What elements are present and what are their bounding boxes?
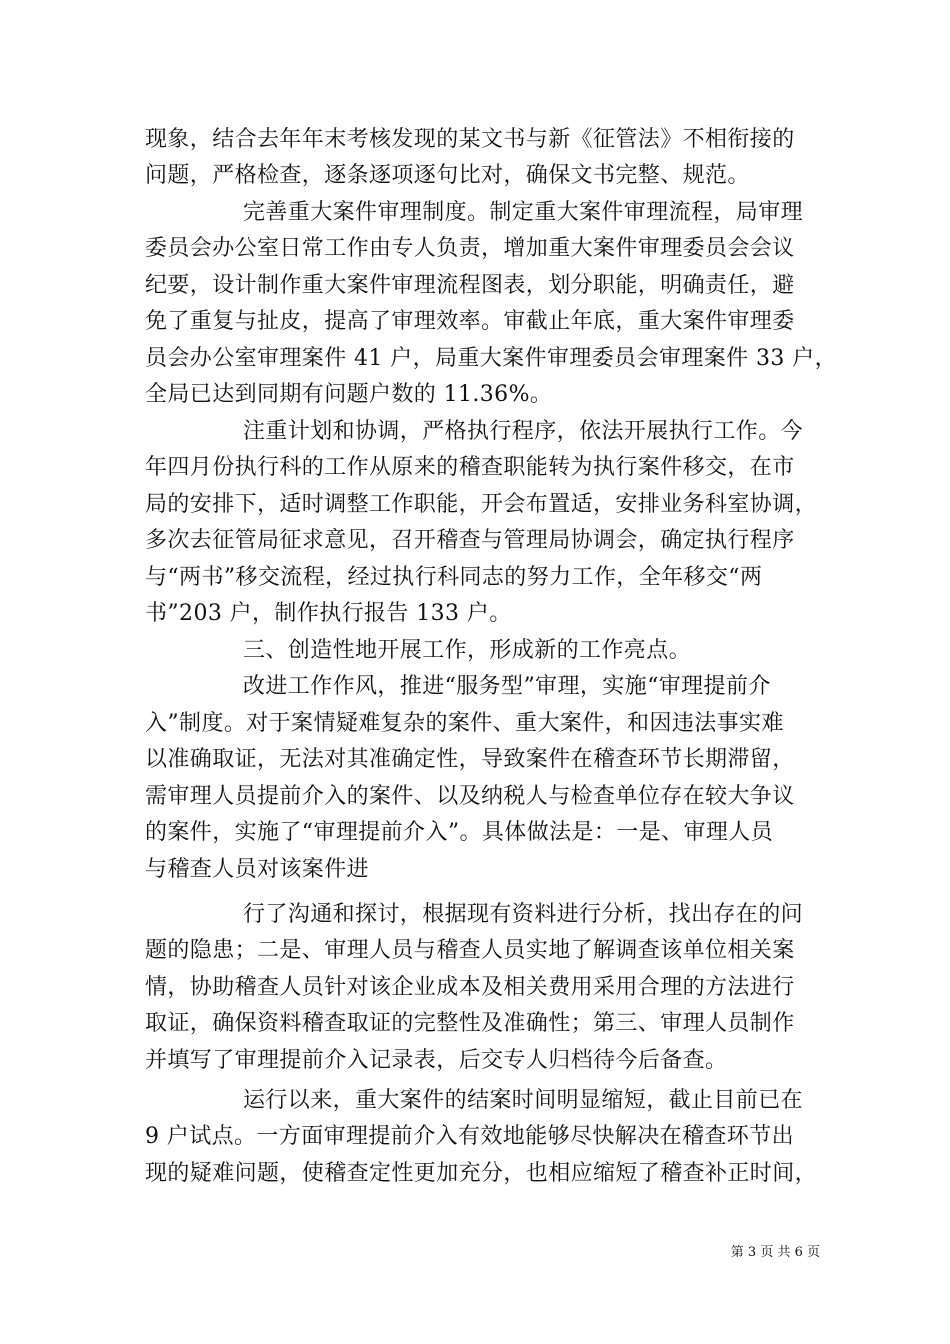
- text-line: 免了重复与扯皮，提高了审理效率。审截止年底，重大案件审理委: [145, 309, 795, 334]
- text-line: 情，协助稽查人员针对该企业成本及相关费用采用合理的方法进行: [145, 975, 795, 1000]
- text-line: 年四月份执行科的工作从原来的稽查职能转为执行案件移交，在市: [145, 455, 795, 480]
- text-line: 行了沟通和探讨，根据现有资料进行分析，找出存在的问: [243, 902, 804, 927]
- text-line: 的案件，实施了“审理提前介入”。具体做法是：一是、审理人员: [145, 820, 774, 845]
- text-line: 现象，结合去年年末考核发现的某文书与新《征管法》不相衔接的: [145, 127, 795, 152]
- text-line: 员会办公室审理案件 41 户，局重大案件审理委员会审理案件 33 户，: [145, 346, 837, 371]
- text-line: 以准确取证，无法对其准确定性，导致案件在稽查环节长期滞留，: [145, 747, 795, 772]
- text-line: 入”制度。对于案情疑难复杂的案件、重大案件，和因违法事实难: [145, 711, 784, 736]
- text-line: 全局已达到同期有问题户数的 11.36%。: [145, 382, 553, 407]
- text-line: 运行以来，重大案件的结案时间明显缩短，截止目前已在: [243, 1088, 804, 1113]
- text-line: 需审理人员提前介入的案件、以及纳税人与检查单位存在较大争议: [145, 784, 795, 809]
- text-line: 纪要，设计制作重大案件审理流程图表，划分职能，明确责任，避: [145, 273, 795, 298]
- text-line: 注重计划和协调，严格执行程序，依法开展执行工作。今: [243, 419, 804, 444]
- text-line: 多次去征管局征求意见，召开稽查与管理局协调会，确定执行程序: [145, 528, 795, 553]
- text-line: 改进工作作风，推进“服务型”审理，实施“审理提前介: [243, 674, 771, 699]
- text-line: 题的隐患；二是、审理人员与稽查人员实地了解调查该单位相关案: [145, 938, 795, 963]
- text-line: 9 户试点。一方面审理提前介入有效地能够尽快解决在稽查环节出: [145, 1124, 794, 1149]
- text-line: 与稽查人员对该案件进: [145, 857, 370, 882]
- text-line: 书”203 户，制作执行报告 133 户。: [145, 601, 512, 626]
- text-line: 委员会办公室日常工作由专人负责，增加重大案件审理委员会会议: [145, 236, 795, 261]
- text-line: 取证，确保资料稽查取证的完整性及准确性；第三、审理人员制作: [145, 1011, 795, 1036]
- text-line: 问题，严格检查，逐条逐项逐句比对，确保文书完整、规范。: [145, 163, 750, 188]
- text-line: 完善重大案件审理制度。制定重大案件审理流程，局审理: [243, 200, 804, 225]
- page-number: 第 3 页 共 6 页: [730, 1245, 820, 1260]
- text-line: 与“两书”移交流程，经过执行科同志的努力工作，全年移交“两: [145, 565, 763, 590]
- text-line: 现的疑难问题，使稽查定性更加充分，也相应缩短了稽查补正时间，: [145, 1161, 818, 1186]
- section-heading: 三、创造性地开展工作，形成新的工作亮点。: [243, 638, 692, 663]
- text-line: 并填写了审理提前介入记录表，后交专人归档待今后备查。: [145, 1048, 728, 1073]
- text-line: 局的安排下，适时调整工作职能，开会布置适，安排业务科室协调，: [145, 492, 818, 517]
